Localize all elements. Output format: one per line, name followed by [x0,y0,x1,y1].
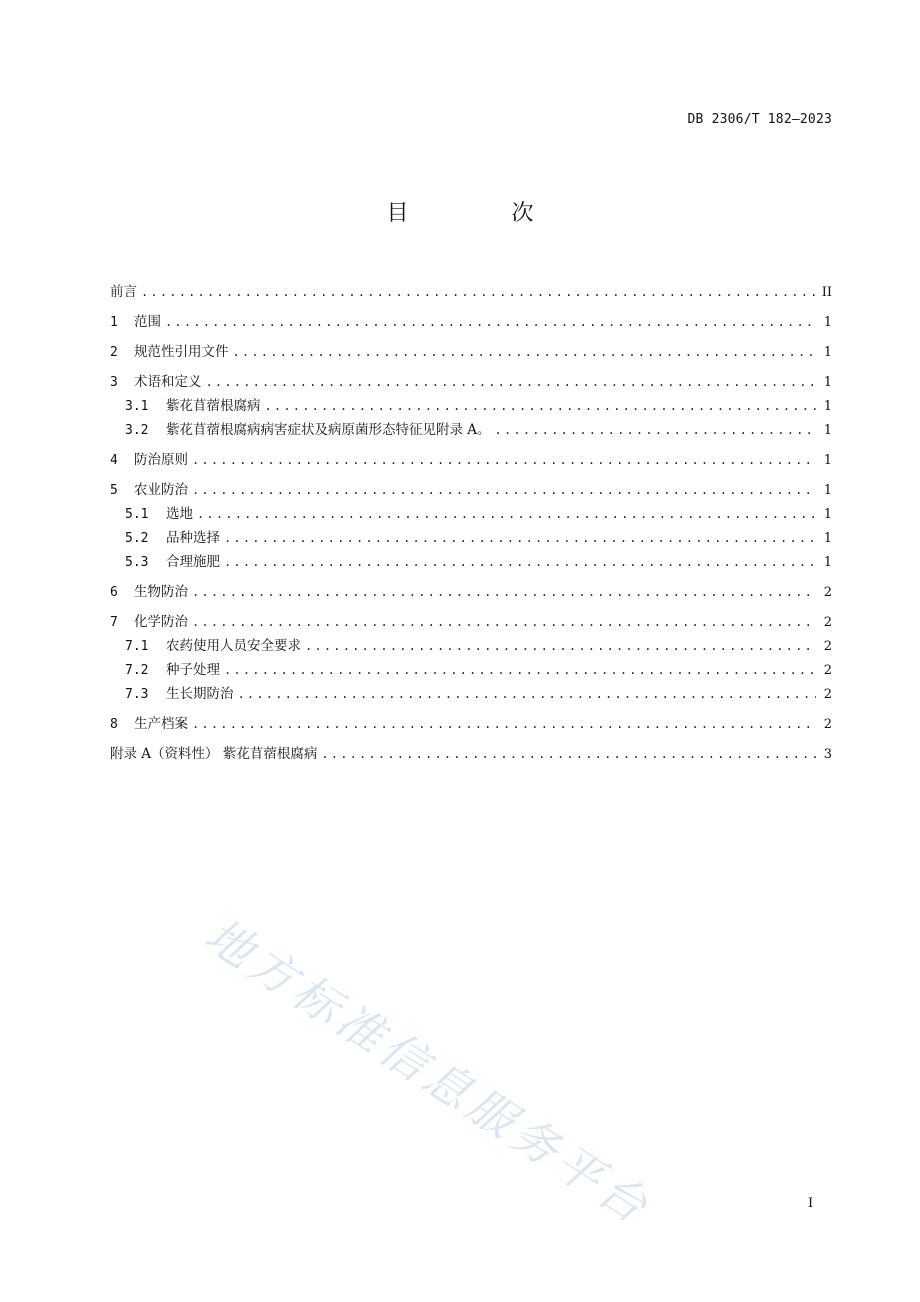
toc-leader [224,550,816,574]
toc-leader [165,310,816,334]
toc-leader [321,742,816,766]
toc-entry-3-1[interactable] [110,394,832,418]
toc-entry-4[interactable] [110,448,832,472]
page-number: I [808,1196,814,1211]
toc-leader [192,580,816,604]
toc-number: 4 [110,453,118,468]
toc-text: 化学防治 [134,614,188,630]
toc-entry-7-1[interactable] [110,634,832,658]
toc-number: 7.3 [125,687,149,702]
document-code: DB 2306/T 182—2023 [687,112,832,127]
toc-text: 规范性引用文件 [134,344,229,360]
toc-page: II [821,285,832,300]
toc-leader [305,634,816,658]
toc-page: 1 [823,345,832,360]
toc-leader [224,658,816,682]
toc-page: 2 [823,585,832,600]
toc-number: 6 [110,585,118,600]
toc-text: 生长期防治 [166,686,234,702]
toc-number: 2 [110,345,118,360]
toc-text: 合理施肥 [166,554,220,570]
toc-leader [224,526,816,550]
toc-page: 2 [823,639,832,654]
toc-entry-appendix-a[interactable] [110,742,832,766]
toc-number: 3.1 [125,399,149,414]
toc-page: 1 [823,375,832,390]
toc-text: 术语和定义 [134,374,202,390]
toc-entry-5-2[interactable] [110,526,832,550]
toc-leader [192,478,816,502]
toc-leader [192,448,816,472]
toc-leader [206,370,817,394]
toc-leader [141,280,816,304]
toc-page: 2 [823,615,832,630]
toc-text: 防治原则 [134,452,188,468]
toc-text: 农药使用人员安全要求 [166,638,301,654]
toc-page: 2 [823,663,832,678]
toc-entry-6[interactable] [110,580,832,604]
toc-number: 5.1 [125,507,149,522]
toc-number: 3.2 [125,423,149,438]
toc-text: 生产档案 [134,716,188,732]
toc-entry-7-3[interactable] [110,682,832,706]
toc-page: 1 [823,531,832,546]
toc-text: 选地 [166,506,193,522]
toc-page: 1 [823,315,832,330]
toc-leader [192,712,816,736]
toc-text: 紫花苜蓿根腐病病害症状及病原菌形态特征见附录 A。 [166,422,491,438]
toc-number: 1 [110,315,118,330]
toc-page: 3 [823,747,832,762]
toc-entry-3-2[interactable] [110,418,832,442]
toc-number: 7.2 [125,663,149,678]
toc-entry-7-2[interactable] [110,658,832,682]
toc-text: 范围 [134,314,161,330]
watermark: 地方标准信息服务平台 [195,907,662,1237]
toc-text: 紫花苜蓿根腐病 [166,398,261,414]
toc-entry-foreword[interactable] [110,280,832,304]
toc-number: 5.3 [125,555,149,570]
toc-leader [495,418,816,442]
toc-leader [265,394,817,418]
toc-text: 生物防治 [134,584,188,600]
toc-entry-8[interactable] [110,712,832,736]
toc-number: 5.2 [125,531,149,546]
toc-number: 7 [110,615,118,630]
toc-page: 2 [823,687,832,702]
toc-text: 种子处理 [166,662,220,678]
toc-number: 8 [110,717,118,732]
toc-page: 1 [823,483,832,498]
toc-page: 1 [823,555,832,570]
toc-page: 1 [823,399,832,414]
table-of-contents [110,280,832,766]
toc-page: 1 [823,423,832,438]
toc-number: 3 [110,375,118,390]
toc-title: 目 次 [386,201,582,226]
toc-leader [197,502,816,526]
toc-number: 5 [110,483,118,498]
toc-text: 品种选择 [166,530,220,546]
toc-entry-3[interactable] [110,370,832,394]
toc-leader [233,340,817,364]
toc-number: 7.1 [125,639,149,654]
toc-entry-5-3[interactable] [110,550,832,574]
toc-entry-2[interactable] [110,340,832,364]
toc-text: 前言 [110,284,137,300]
toc-entry-5[interactable] [110,478,832,502]
toc-entry-7[interactable] [110,610,832,634]
toc-page: 1 [823,453,832,468]
toc-page: 1 [823,507,832,522]
toc-page: 2 [823,717,832,732]
toc-leader [238,682,817,706]
toc-leader [192,610,816,634]
toc-text: 附录 A（资料性） 紫花苜蓿根腐病 [110,746,318,762]
toc-entry-1[interactable] [110,310,832,334]
toc-text: 农业防治 [134,482,188,498]
toc-entry-5-1[interactable] [110,502,832,526]
